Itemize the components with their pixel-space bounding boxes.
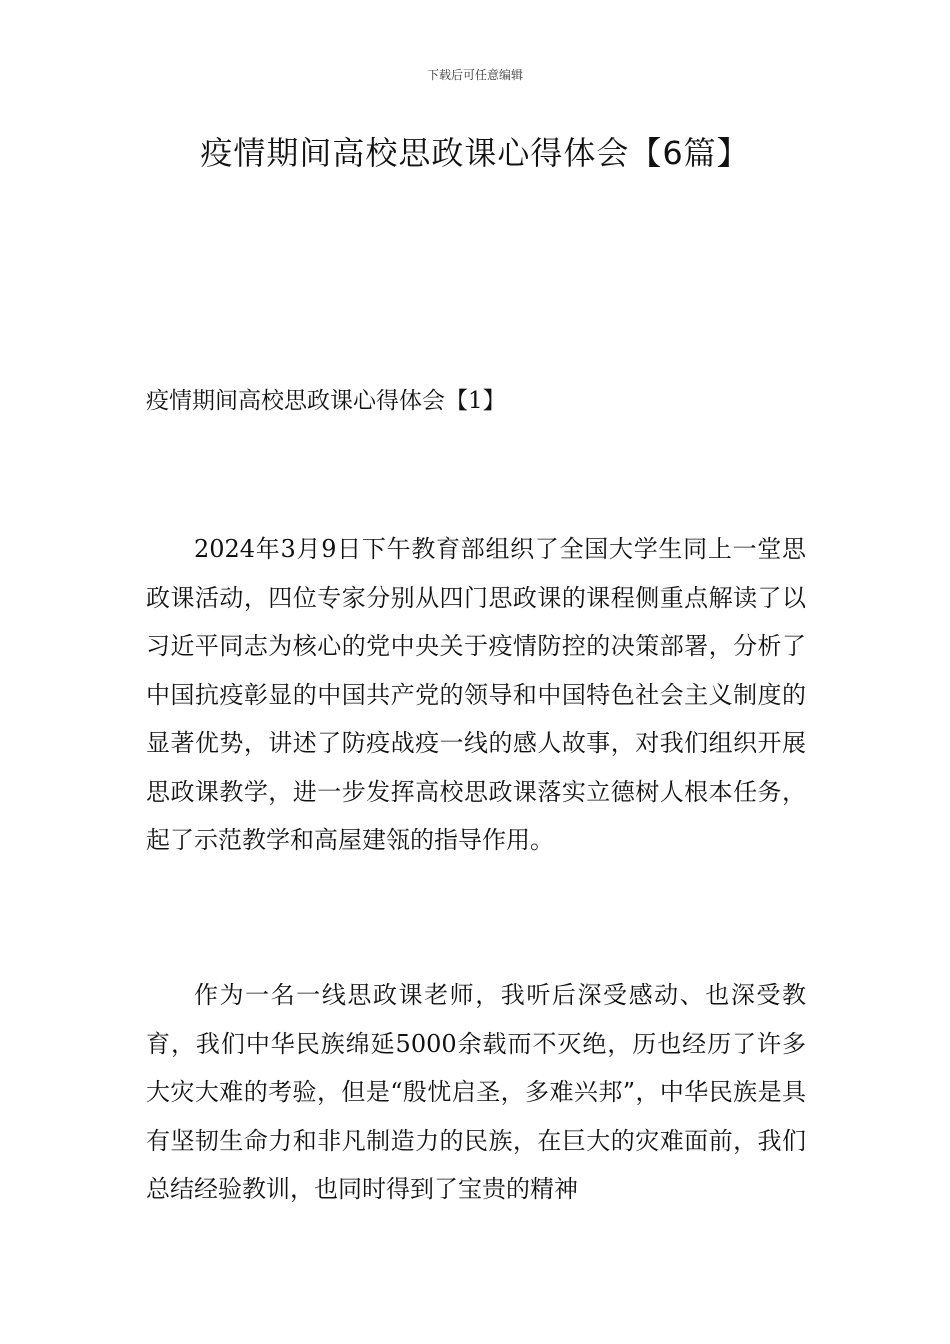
header-note: 下载后可任意编辑 (426, 68, 523, 82)
body-paragraph-1: 2024年3月9日下午教育部组织了全国大学生同上一堂思政课活动，四位专家分别从四门思政课的课程侧重点解读了以习近平同志为核心的党中央关于疫情防控的决策部署，分析了中国抗疫彰显的中国共产党的领导和中国特色社会主义制度的显著优势，讲述了防疫战疫一线的感人故事，对我们组织开展思政课教学，进一步发挥高校思政课落实立德树人根本任务，起了示范教学和高屋建瓴的指导作用。 (146, 535, 806, 854)
document-title: 疫情期间高校思政课心得体会【6篇】 (200, 134, 750, 172)
section-heading: 疫情期间高校思政课心得体会【1】 (146, 388, 506, 414)
body-paragraph-2: 作为一名一线思政课老师，我听后深受感动、也深受教育，我们中华民族绵延5000余载而不灭绝，历也经历了许多大灾大难的考验，但是“殷忧启圣，多难兴邦”，中华民族是具有坚韧生命力和非凡制造力的民族，在巨大的灾难面前，我们总结经验教训，也同时得到了宝贵的精神 (146, 981, 806, 1203)
